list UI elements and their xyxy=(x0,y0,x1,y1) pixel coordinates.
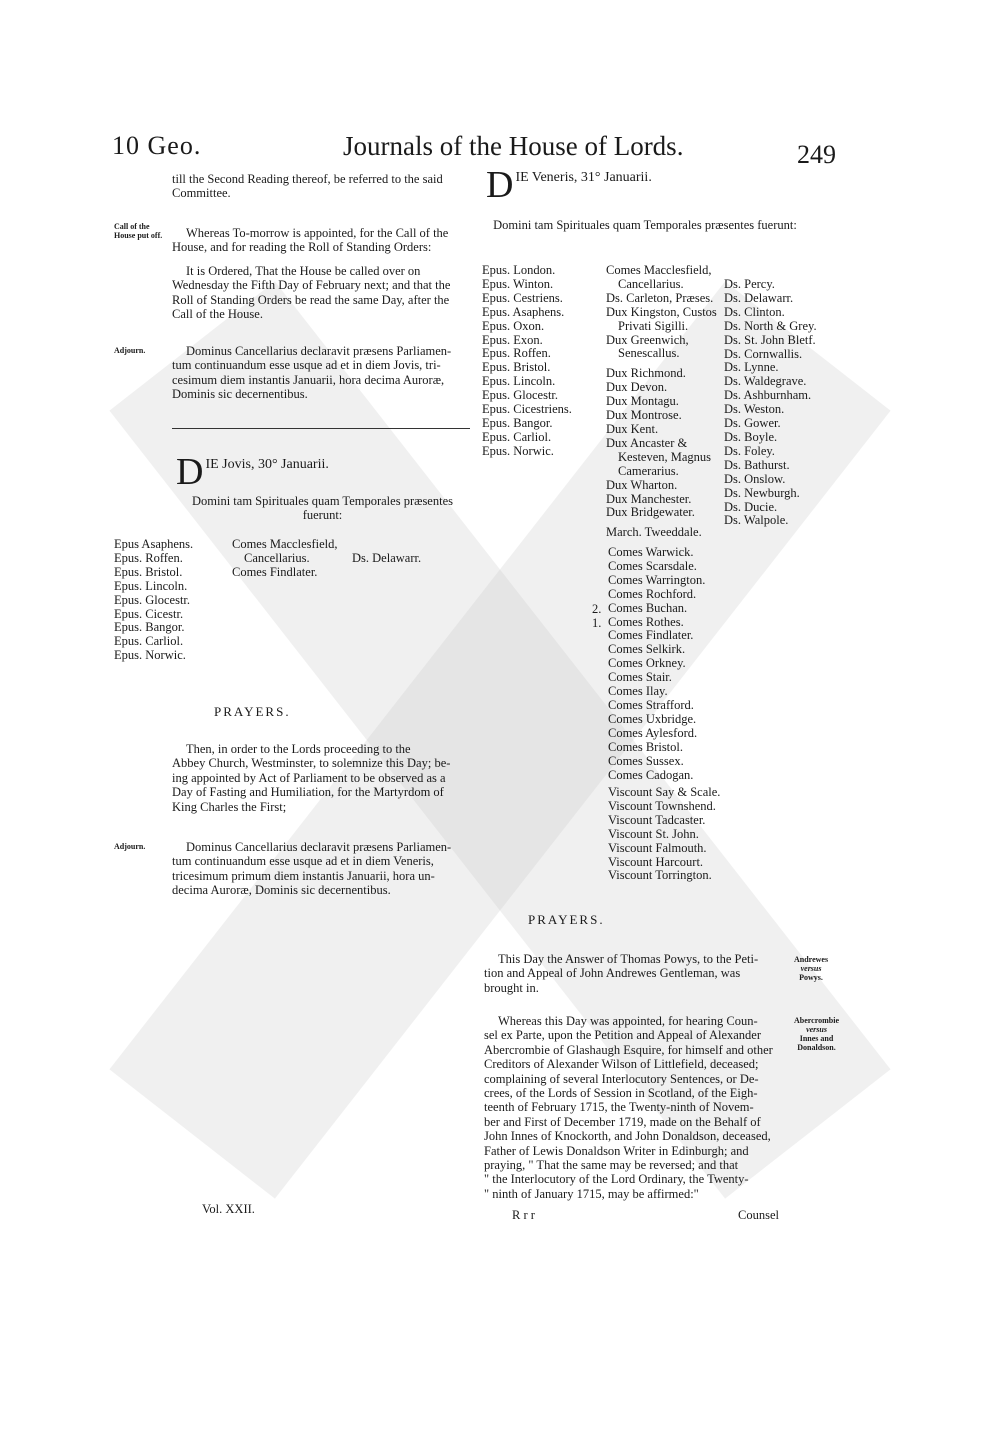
running-head-title: Journals of the House of Lords. xyxy=(343,131,684,161)
adjourn-line: Dominis sic decernentibus. xyxy=(172,387,308,402)
barons-list-jovis xyxy=(352,552,421,566)
list-item: Ds. Onslow. xyxy=(724,471,786,486)
list-item: Comes Orkney. xyxy=(608,656,686,671)
list-item: Comes Macclesfield, xyxy=(232,537,338,551)
list-item: Epus. Carliol. xyxy=(482,429,552,444)
list-item: Comes Rochford. xyxy=(608,586,697,601)
then-line: ing appointed by Act of Parliament to be observed as a xyxy=(172,770,446,785)
whereas-line: sel ex Parte, upon the Petition and Appeal of Alexander xyxy=(484,1028,762,1043)
whereas-paragraph: Whereas To-morrow is appointed, for the Call of the House, and for reading the Roll of Standing Orders: xyxy=(172,226,449,255)
list-item: Comes Aylesford. xyxy=(608,725,698,740)
margin-line: Andrewes xyxy=(794,955,829,964)
answer-line: This Day the Answer of Thomas Powys, to the Peti- xyxy=(498,952,759,966)
list-item: Epus. Lincoln. xyxy=(114,578,188,593)
section-rule xyxy=(172,428,470,429)
bishops-list-veneris xyxy=(482,264,572,459)
list-item: Comes Findlater. xyxy=(608,628,694,643)
lords-list-veneris xyxy=(606,264,717,540)
margin-note-adjourn-2: Adjourn. xyxy=(114,842,146,851)
day-heading-text: IE Veneris, 31° Januarii. xyxy=(515,170,652,185)
list-item: Epus. Winton. xyxy=(482,276,554,291)
then-line: Abbey Church, Westminster, to solemnize this Day; be- xyxy=(172,756,451,771)
adjourn-paragraph-2 xyxy=(172,840,477,898)
list-item: Epus Asaphens. xyxy=(114,537,194,551)
then-line: Day of Fasting and Humiliation, for the Martyrdom of xyxy=(172,785,444,800)
list-item: Comes Warrington. xyxy=(608,572,706,587)
ordered-line: It is Ordered, That the House be called over on xyxy=(186,264,421,278)
list-item: Epus. London. xyxy=(482,263,556,277)
list-item: Epus. Roffen. xyxy=(114,550,183,565)
list-item: Epus. Glocestr. xyxy=(114,592,191,607)
then-paragraph xyxy=(172,742,477,814)
whereas-line: John Innes of Knockorth, and John Donaldson, deceased, xyxy=(484,1129,771,1144)
list-item: Ds. Lynne. xyxy=(724,360,779,375)
volume-mark: Vol. XXII. xyxy=(202,1202,255,1216)
list-item: Ds. Delawarr. xyxy=(352,551,422,565)
comes-list-veneris xyxy=(608,546,705,782)
list-item: Ds. Waldegrave. xyxy=(724,374,807,389)
dropcap: D xyxy=(176,451,204,493)
list-item: Ds. Weston. xyxy=(724,402,785,417)
whereas-line: complaining of several Interlocutory Sentences, or De- xyxy=(484,1071,759,1086)
then-line: King Charles the First; xyxy=(172,799,287,814)
whereas-line: teenth of February 1715, the Twenty-ninth of Novem- xyxy=(484,1100,754,1115)
list-item: Dux Kingston, Custos xyxy=(606,304,717,319)
margin-note-call-of-house: Call of the House put off. xyxy=(114,222,163,240)
margin-note-abercrombie xyxy=(794,1016,839,1052)
list-item: Viscount Townshend. xyxy=(608,798,716,813)
list-item: Epus. Carliol. xyxy=(114,634,184,649)
list-item: Cancellarius. xyxy=(244,550,310,565)
margin-line: Abercrombie xyxy=(794,1016,840,1025)
list-item: Ds. Bathurst. xyxy=(724,457,790,472)
ordered-line: Roll of Standing Orders be read the same Day, after the xyxy=(172,292,450,307)
list-item: Comes Ilay. xyxy=(608,684,668,699)
list-item: Cancellarius. xyxy=(618,276,684,291)
list-item: Ds. Percy. xyxy=(724,277,775,291)
list-item: Viscount St. John. xyxy=(608,826,699,841)
order-mark: 2. xyxy=(592,602,602,616)
list-item: Ds. Delawarr. xyxy=(724,290,794,305)
list-item: Viscount Tadcaster. xyxy=(608,812,706,827)
list-item: Kesteven, Magnus xyxy=(618,449,712,464)
list-item: Ds. North & Grey. xyxy=(724,318,817,333)
list-item: Ds. Ducie. xyxy=(724,499,778,514)
order-mark: 1. xyxy=(592,616,602,630)
bishops-list-jovis xyxy=(114,538,193,663)
list-item: Dux Richmond. xyxy=(606,366,686,381)
list-item: Ds. Boyle. xyxy=(724,429,778,444)
list-item: Epus. Cicestriens. xyxy=(482,402,572,417)
then-line: Then, in order to the Lords proceeding to the xyxy=(186,742,411,756)
list-item: Ds. Clinton. xyxy=(724,304,785,319)
whereas-line: praying, " That the same may be reversed; and that xyxy=(484,1158,739,1173)
margin-line: versus xyxy=(800,964,822,973)
margin-line: versus xyxy=(806,1025,827,1034)
list-item: Comes Uxbridge. xyxy=(608,711,697,726)
list-item: Epus. Exon. xyxy=(482,332,543,347)
viscounts-list-veneris xyxy=(608,786,720,883)
list-item: Senescallus. xyxy=(618,346,680,361)
list-item: Epus. Asaphens. xyxy=(482,304,565,319)
answer-paragraph xyxy=(484,952,789,995)
signature-mark: R r r xyxy=(512,1208,535,1222)
list-item: Comes Cadogan. xyxy=(608,767,694,782)
whereas-line: Father of Lewis Donaldson Writer in Edinburgh; and xyxy=(484,1143,749,1158)
adjourn-line: Dominus Cancellarius declaravit præsens Parliamen- xyxy=(186,344,452,358)
answer-line: brought in. xyxy=(484,980,539,995)
adjourn-line: decima Auroræ, Dominis sic decernentibus. xyxy=(172,883,391,898)
ordered-paragraph xyxy=(172,264,477,322)
whereas-line: Creditors of Alexander Wilson of Littlefield, deceased; xyxy=(484,1057,759,1072)
list-item: Comes Warwick. xyxy=(608,545,694,559)
list-item: Comes Stair. xyxy=(608,670,672,685)
day-heading-jovis xyxy=(176,451,329,493)
list-item: Comes Buchan. xyxy=(608,600,688,615)
list-item: Epus. Oxon. xyxy=(482,318,545,333)
dropcap: D xyxy=(486,164,514,206)
list-item: Comes Selkirk. xyxy=(608,642,686,657)
list-item: Epus. Cicestr. xyxy=(114,606,184,621)
list-item: Dux Ancaster & xyxy=(606,435,688,450)
comes-list-jovis xyxy=(232,538,338,580)
day-heading-text: IE Jovis, 30° Januarii. xyxy=(205,457,329,472)
whereas-line: ber and First of December 1719, made on the Behalf of xyxy=(484,1114,761,1129)
list-item: Epus. Roffen. xyxy=(482,346,551,361)
list-item: Ds. Cornwallis. xyxy=(724,346,803,361)
page-number: 249 xyxy=(797,140,836,169)
list-item: Ds. Walpole. xyxy=(724,513,789,528)
ordered-line: Call of the House. xyxy=(172,307,263,322)
list-item: Ds. Ashburnham. xyxy=(724,388,812,403)
list-item: Ds. St. John Bletf. xyxy=(724,332,816,347)
list-item: Dux Greenwich, xyxy=(606,332,689,347)
list-item: Dux Wharton. xyxy=(606,477,678,492)
adjourn-paragraph-1 xyxy=(172,344,477,402)
margin-line: Donaldson. xyxy=(797,1043,836,1052)
list-item: Viscount Falmouth. xyxy=(608,840,707,855)
list-item: Viscount Say & Scale. xyxy=(608,785,721,799)
whereas-abercrombie-paragraph xyxy=(484,1014,789,1201)
margin-line: Innes and xyxy=(799,1034,834,1043)
adjourn-line: tum continuandum esse usque ad et in diem Jovis, tri- xyxy=(172,358,441,373)
day-heading-veneris xyxy=(486,164,652,206)
adjourn-line: Dominus Cancellarius declaravit præsens Parliamen- xyxy=(186,840,452,854)
answer-line: tion and Appeal of John Andrewes Gentleman, was xyxy=(484,966,741,981)
continuation-text: till the Second Reading thereof, be referred to the said Committee. xyxy=(172,172,443,201)
list-item: Dux Manchester. xyxy=(606,491,692,506)
margin-note-andrewes xyxy=(794,955,828,982)
list-item: Viscount Harcourt. xyxy=(608,854,704,869)
list-item: Comes Macclesfield, xyxy=(606,263,712,277)
list-item: Dux Montagu. xyxy=(606,394,679,409)
whereas-line: crees, of the Lords of Session in Scotland, of the Eigh- xyxy=(484,1086,758,1101)
list-item: Comes Rothes. xyxy=(608,614,684,629)
list-item: Epus. Bristol. xyxy=(114,564,183,579)
list-item: Ds. Gower. xyxy=(724,416,781,431)
catchword: Counsel xyxy=(738,1208,779,1222)
list-item: Dux Montrose. xyxy=(606,408,682,423)
adjourn-line: tricesimum primum diem instantis Januarii, hora un- xyxy=(172,868,435,883)
present-heading: Domini tam Spirituales quam Temporales præsentes fuerunt: xyxy=(191,494,453,523)
whereas-line: Abercrombie of Glashaugh Esquire, for himself and other xyxy=(484,1042,773,1057)
list-item: Epus. Norwic. xyxy=(114,648,186,663)
list-item: Ds. Carleton, Præses. xyxy=(606,290,714,305)
list-item: Epus. Norwic. xyxy=(482,443,554,458)
list-item: Camerarius. xyxy=(618,463,679,478)
list-item: Comes Bristol. xyxy=(608,739,684,754)
list-item: Comes Strafford. xyxy=(608,697,694,712)
list-item: Comes Scarsdale. xyxy=(608,558,697,573)
margin-line: Powys. xyxy=(799,973,823,982)
adjourn-line: tum continuandum esse usque ad et in diem Veneris, xyxy=(172,854,434,869)
list-item: Comes Findlater. xyxy=(232,564,318,579)
list-item: Epus. Lincoln. xyxy=(482,374,556,389)
list-item: Dux Devon. xyxy=(606,380,668,395)
whereas-line: Whereas this Day was appointed, for hearing Coun- xyxy=(498,1014,758,1028)
prayers-heading-left: PRAYERS. xyxy=(214,704,291,719)
margin-note-adjourn: Adjourn. xyxy=(114,346,146,355)
list-item: Epus. Glocestr. xyxy=(482,388,559,403)
list-item: Epus. Bangor. xyxy=(482,415,553,430)
list-item: Dux Kent. xyxy=(606,421,659,436)
list-item: Ds. Newburgh. xyxy=(724,485,800,500)
whereas-line: " ninth of January 1715, may be affirmed:" xyxy=(484,1186,699,1201)
list-item: Comes Sussex. xyxy=(608,753,684,768)
list-item: Privati Sigilli. xyxy=(618,318,689,333)
barons-list-veneris xyxy=(724,278,817,528)
prayers-heading-right: PRAYERS. xyxy=(528,912,605,927)
list-item: Epus. Bristol. xyxy=(482,360,551,375)
running-head-left: 10 Geo. xyxy=(112,131,202,160)
list-item: Dux Bridgewater. xyxy=(606,505,695,520)
adjourn-line: cesimum diem instantis Januarii, hora decima Auroræ, xyxy=(172,372,445,387)
list-item: March. Tweeddale. xyxy=(606,525,702,540)
list-item: Epus. Bangor. xyxy=(114,620,185,635)
present-heading-right: Domini tam Spirituales quam Temporales præsentes fuerunt: xyxy=(493,218,797,232)
list-item: Viscount Torrington. xyxy=(608,868,712,883)
list-item: Ds. Foley. xyxy=(724,443,775,458)
whereas-line: " the Interlocutory of the Lord Ordinary, the Twenty- xyxy=(484,1172,749,1187)
list-item: Epus. Cestriens. xyxy=(482,290,563,305)
ordered-line: Wednesday the Fifth Day of February next; and that the xyxy=(172,278,451,293)
